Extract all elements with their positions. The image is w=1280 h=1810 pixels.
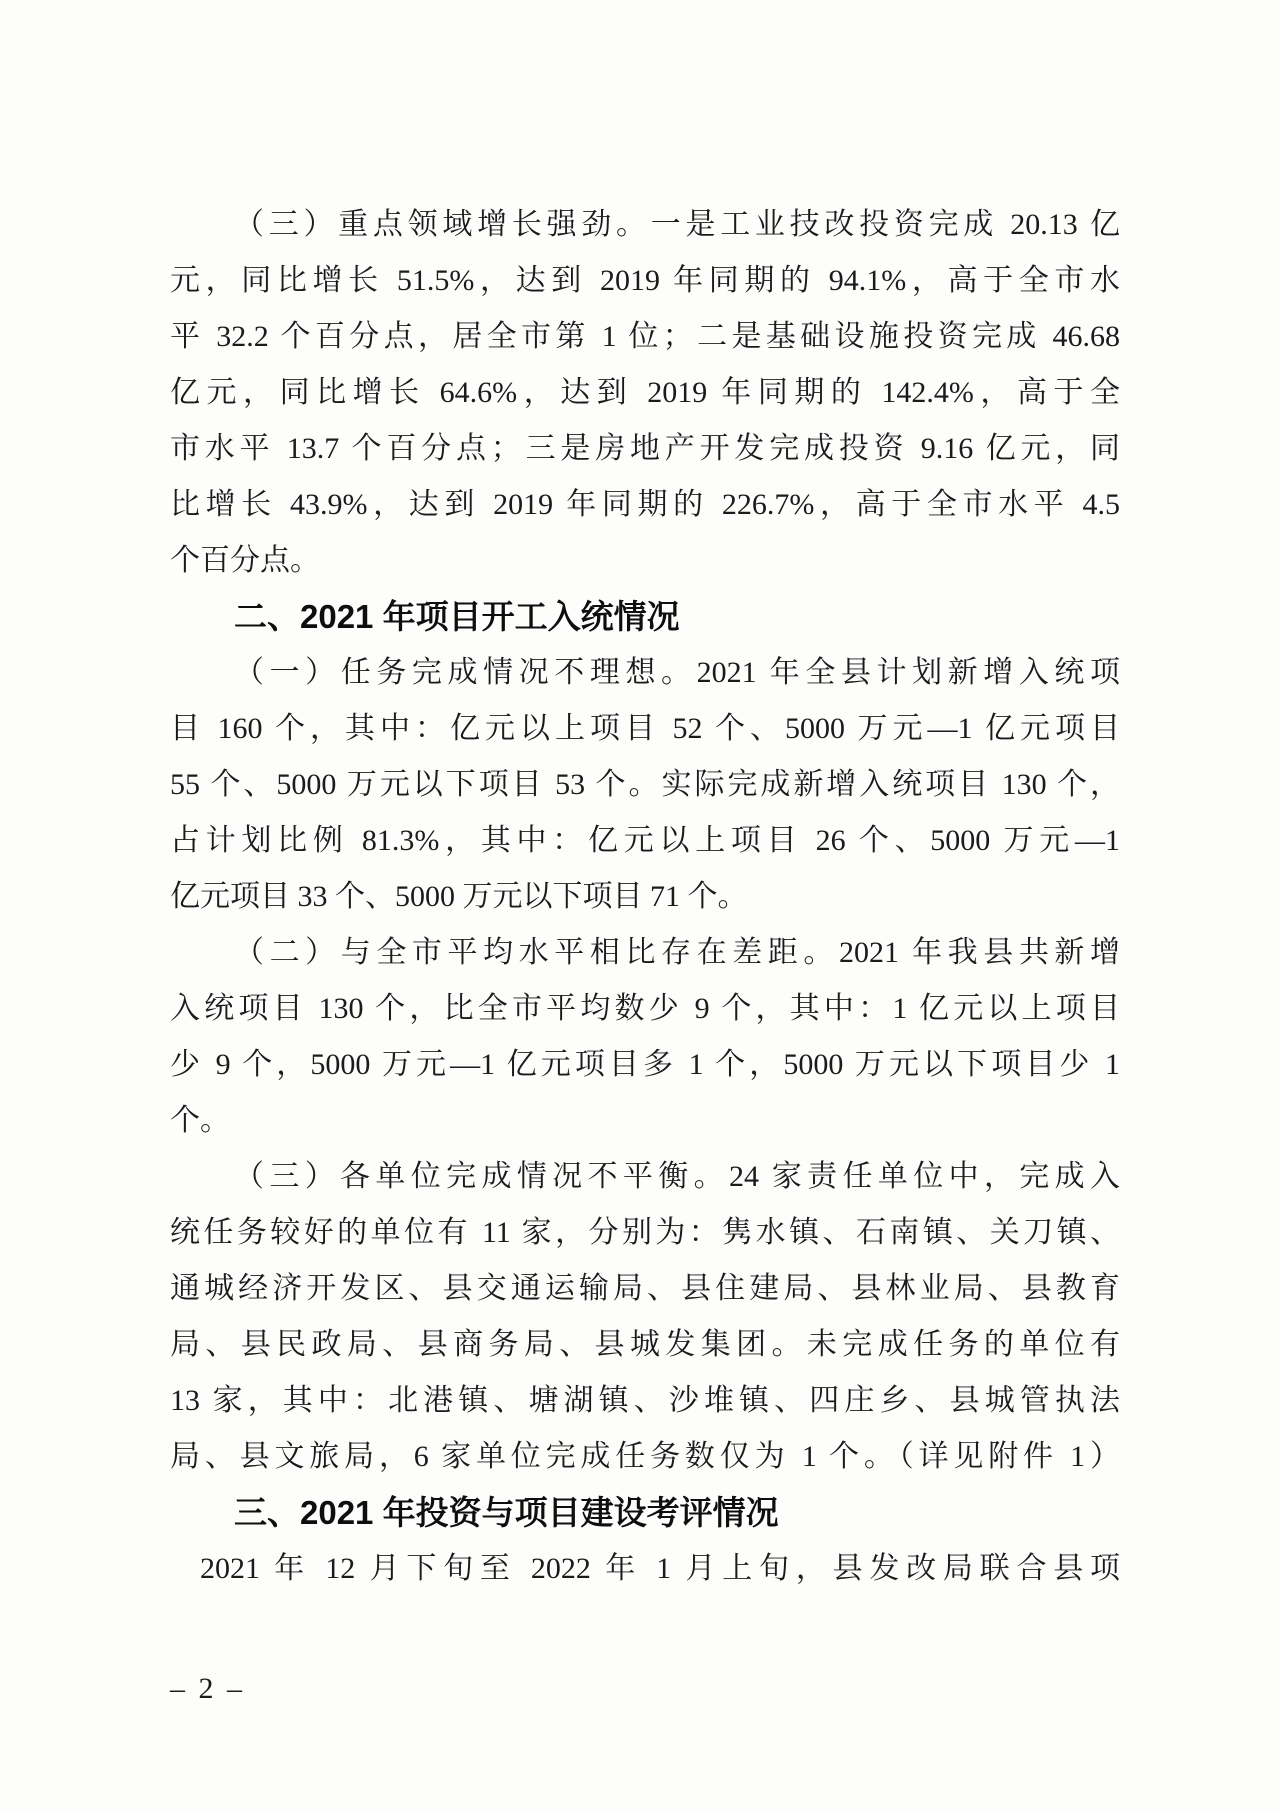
text-line: 2021 年 12 月下旬至 2022 年 1 月上旬，县发改局联合县项 — [200, 1552, 1120, 1585]
text-line: （三）重点领域增长强劲。一是工业技改投资完成 20.13 亿 — [234, 208, 1120, 241]
paragraph-lead: （三）重点领域增长强劲。 — [234, 208, 651, 241]
text-line: 元，同比增长 51.5%，达到 2019 年同期的 94.1%，高于全市水 — [170, 264, 1120, 297]
text-line: 局、县民政局、县商务局、县城发集团。未完成任务的单位有 — [170, 1328, 1120, 1361]
paragraph-lead: （一）任务完成情况不理想。 — [234, 656, 697, 689]
page-number: – 2 – — [170, 1672, 245, 1705]
text-line: （三）各单位完成情况不平衡。24 家责任单位中，完成入 — [234, 1160, 1120, 1193]
text-line: 占计划比例 81.3%，其中：亿元以上项目 26 个、5000 万元—1 — [170, 824, 1120, 857]
text-line: 55 个、5000 万元以下项目 53 个。实际完成新增入统项目 130 个， — [170, 768, 1120, 801]
text-line: 少 9 个，5000 万元—1 亿元项目多 1 个，5000 万元以下项目少 1 — [170, 1048, 1120, 1081]
text-line: （一）任务完成情况不理想。2021 年全县计划新增入统项 — [234, 656, 1120, 689]
text-line: 亿元，同比增长 64.6%，达到 2019 年同期的 142.4%，高于全 — [170, 376, 1120, 409]
text-line: 亿元项目 33 个、5000 万元以下项目 71 个。 — [170, 880, 748, 913]
section-heading: 二、2021 年项目开工入统情况 — [234, 598, 680, 635]
text-line: 13 家，其中：北港镇、塘湖镇、沙堆镇、四庄乡、县城管执法 — [170, 1384, 1120, 1417]
text-line: 比增长 43.9%，达到 2019 年同期的 226.7%，高于全市水平 4.5 — [170, 488, 1120, 521]
text-line: 个百分点。 — [170, 544, 320, 577]
text-line: 目 160 个，其中：亿元以上项目 52 个、5000 万元—1 亿元项目 — [170, 712, 1120, 745]
text-line: 入统项目 130 个，比全市平均数少 9 个，其中：1 亿元以上项目 — [170, 992, 1120, 1025]
paragraph-lead: （二）与全市平均水平相比存在差距。 — [234, 936, 839, 969]
text-line: 统任务较好的单位有 11 家，分别为：隽水镇、石南镇、关刀镇、 — [170, 1216, 1120, 1249]
text-line: 局、县文旅局，6 家单位完成任务数仅为 1 个。（详见附件 1） — [170, 1440, 1120, 1473]
section-heading: 三、2021 年投资与项目建设考评情况 — [234, 1494, 779, 1531]
text-line: 市水平 13.7 个百分点；三是房地产开发完成投资 9.16 亿元，同 — [170, 432, 1120, 465]
text-line: 通城经济开发区、县交通运输局、县住建局、县林业局、县教育 — [170, 1272, 1120, 1305]
text-line: 个。 — [170, 1104, 230, 1137]
text-line: （二）与全市平均水平相比存在差距。2021 年我县共新增 — [234, 936, 1120, 969]
text-line: 平 32.2 个百分点，居全市第 1 位；二是基础设施投资完成 46.68 — [170, 320, 1120, 353]
document-body — [170, 197, 1120, 1597]
paragraph-lead: （三）各单位完成情况不平衡。 — [234, 1160, 729, 1193]
